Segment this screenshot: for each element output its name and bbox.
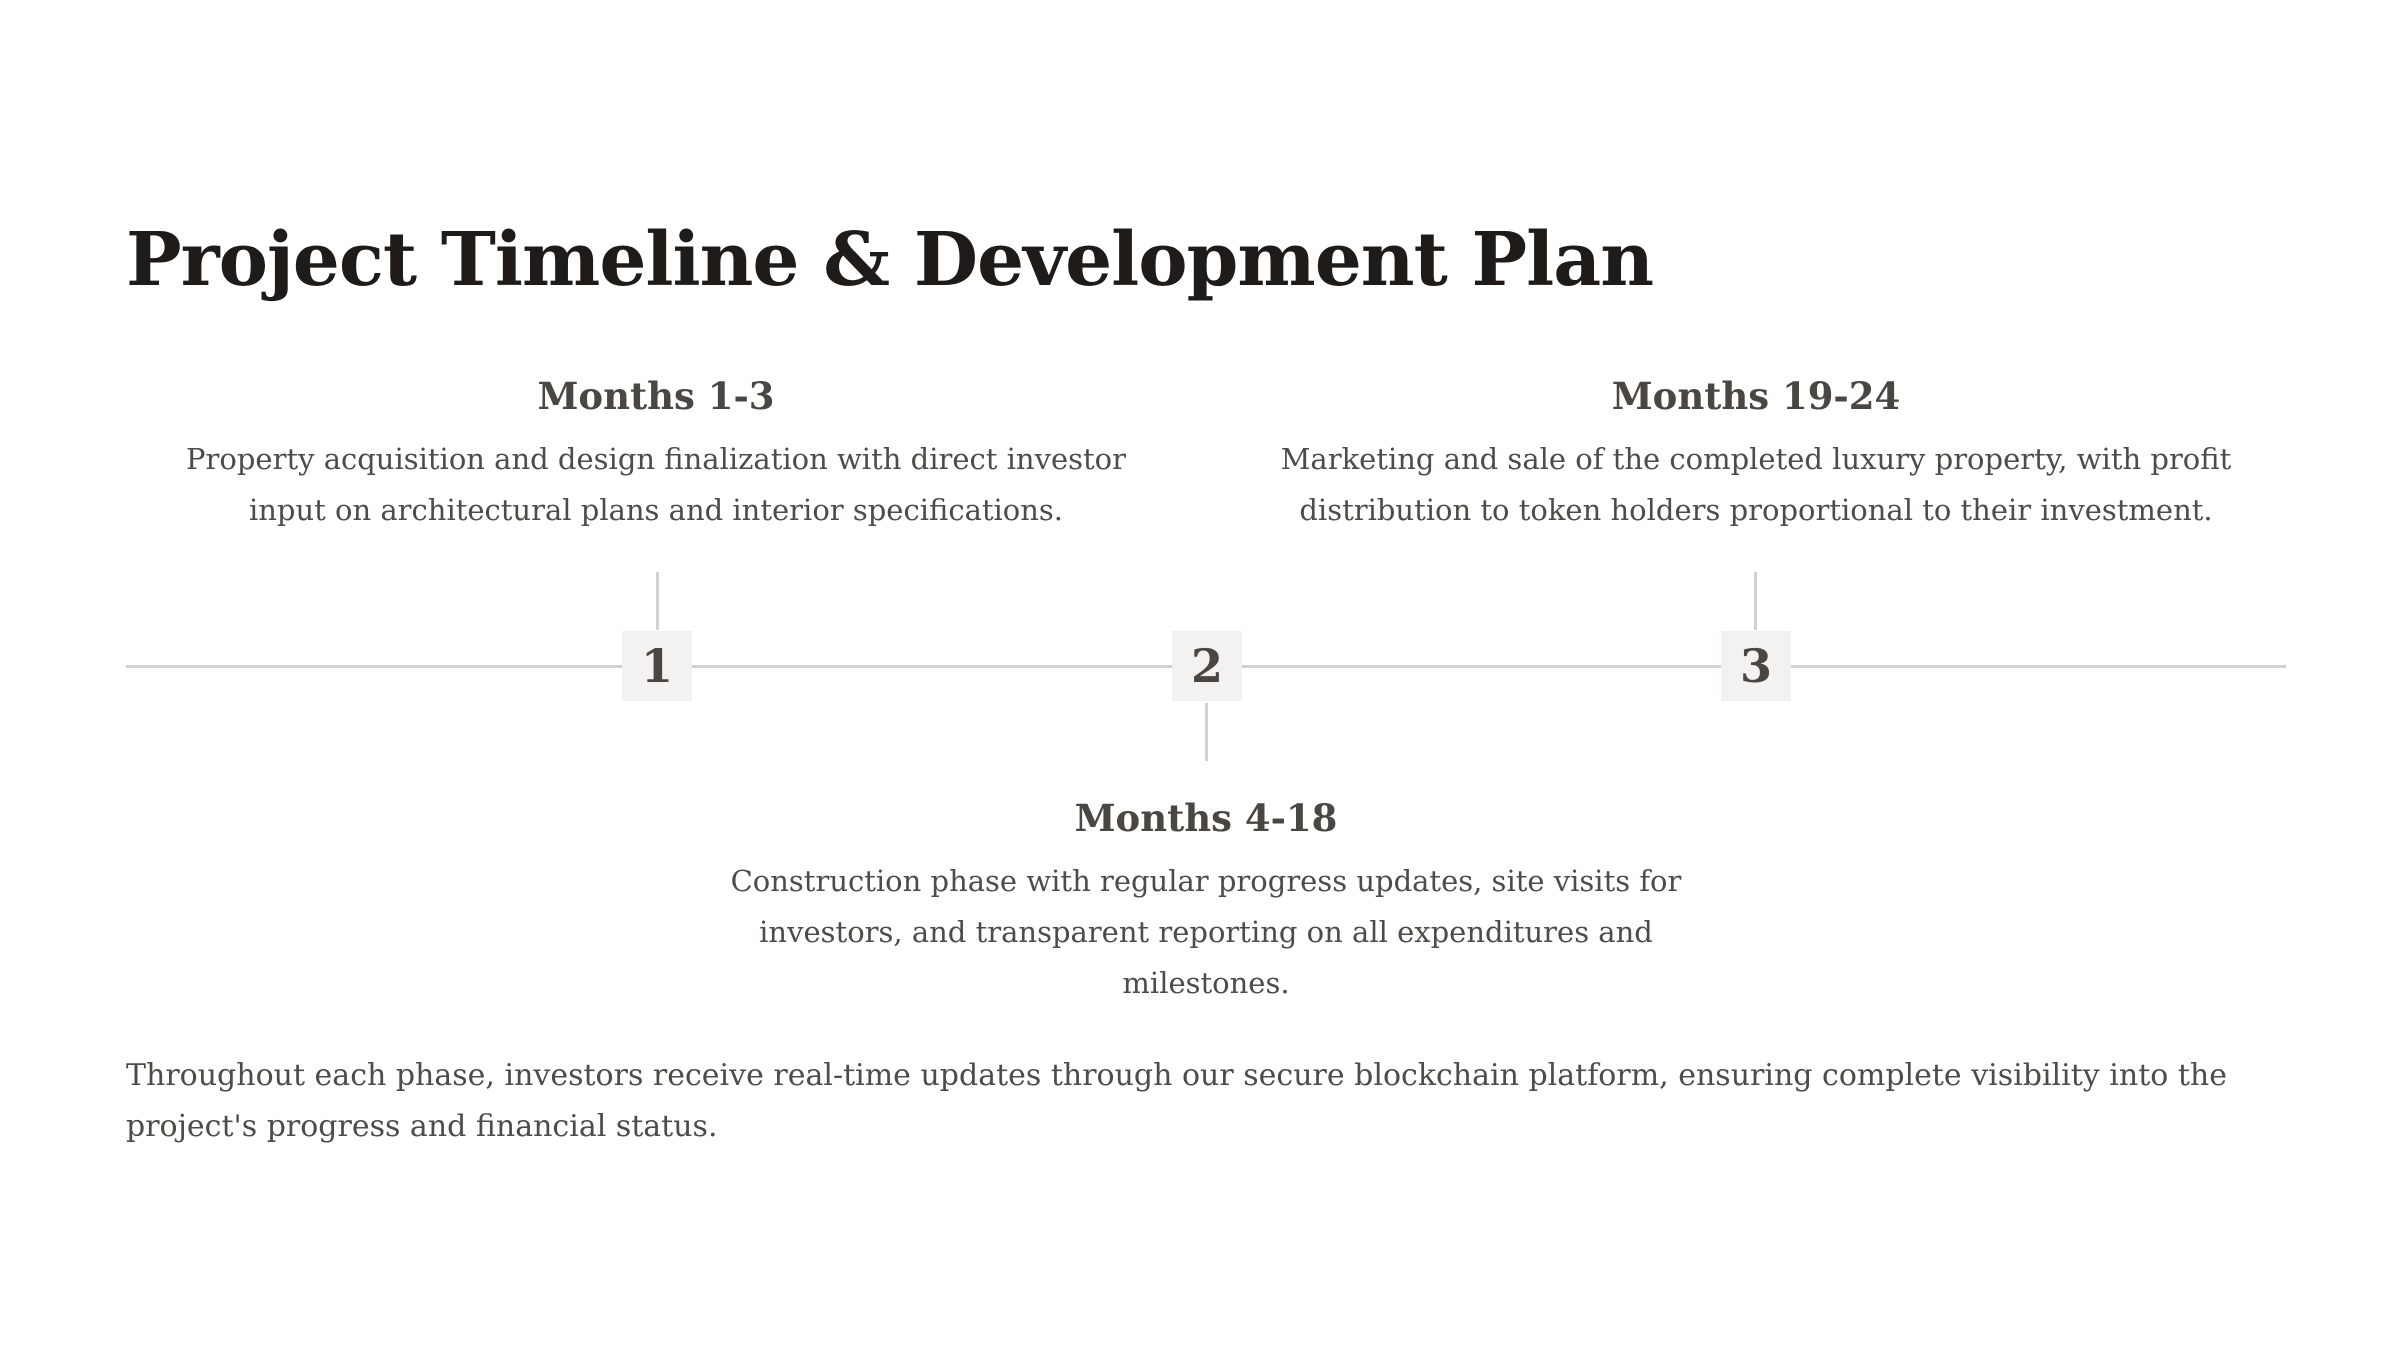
phase-1-marker: 1 <box>622 631 692 701</box>
phase-2 <box>706 794 1706 1009</box>
phase-3-marker: 3 <box>1721 631 1791 701</box>
phase-3 <box>1256 372 2256 536</box>
phase-1-heading: Months 1-3 <box>537 374 775 418</box>
phase-3-description: Marketing and sale of the completed luxury property, with profit distribution to token holders proportional to their investment. <box>1280 442 2232 527</box>
phase-1-description: Property acquisition and design finalization with direct investor input on architectural plans and interior specifications. <box>186 442 1126 527</box>
page-title: Project Timeline & Development Plan <box>126 217 1654 303</box>
phase-2-connector <box>1205 703 1208 761</box>
phase-2-heading: Months 4-18 <box>1074 796 1338 840</box>
phase-1 <box>156 372 1156 536</box>
phase-2-marker: 2 <box>1172 631 1242 701</box>
phase-2-description: Construction phase with regular progress updates, site visits for investors, and transparent reporting on all expenditures and milestones. <box>730 864 1682 1000</box>
phase-3-heading: Months 19-24 <box>1611 374 1901 418</box>
summary-paragraph: Throughout each phase, investors receive real-time updates through our secure blockchain platform, ensuring complete visibility into the project's progress and financial status. <box>126 1058 2227 1144</box>
phase-3-connector <box>1754 572 1757 630</box>
phase-1-connector <box>656 572 659 630</box>
